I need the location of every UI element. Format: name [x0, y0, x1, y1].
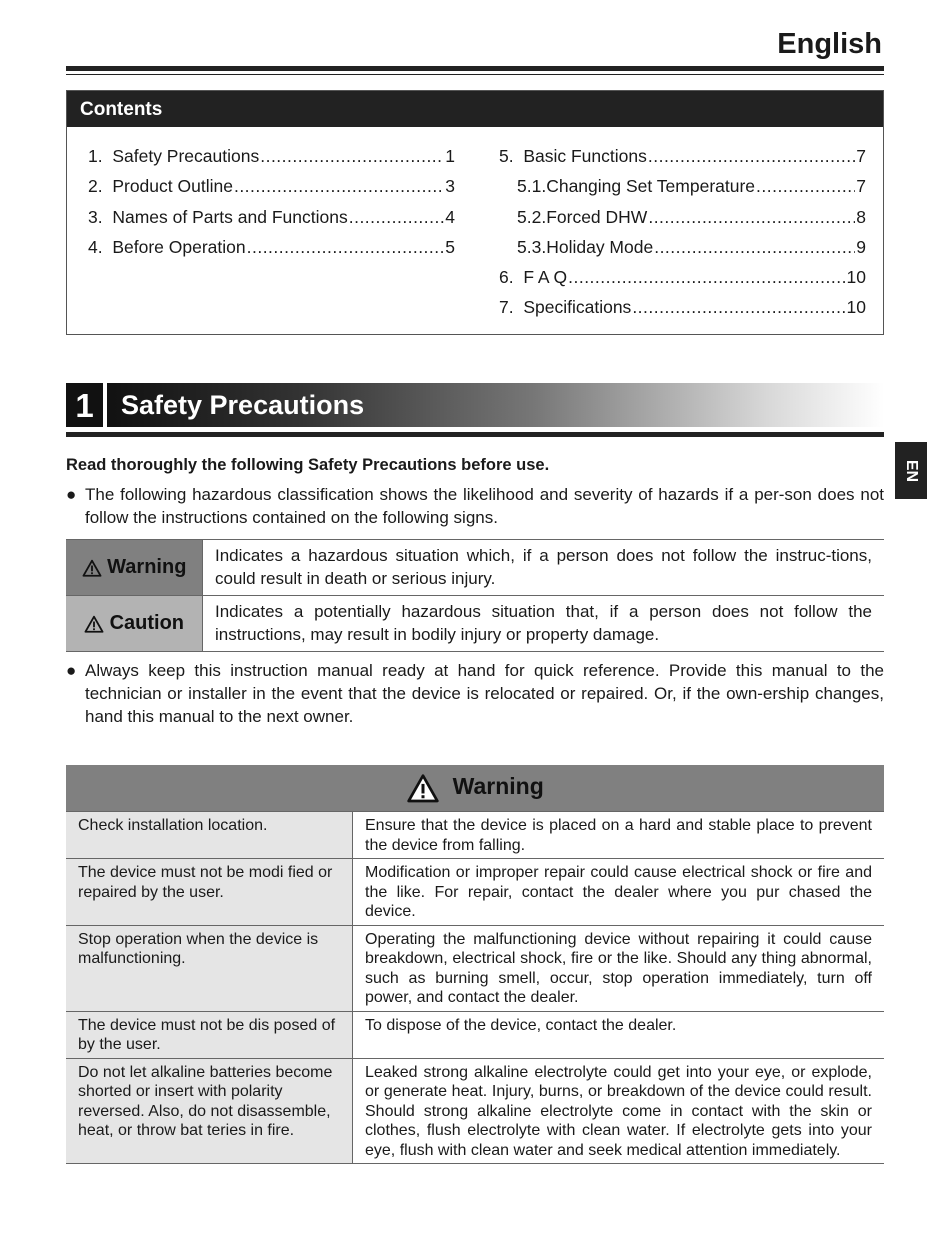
warning-explanation: Modification or improper repair could cause electrical shock or fire and the like. For repair, contact the dealer where you pur chased the device.: [353, 859, 885, 926]
classification-label: [66, 596, 203, 652]
bullet-icon: ●: [66, 485, 77, 504]
toc-item[interactable]: [88, 146, 455, 176]
classification-description: Indicates a potentially hazardous situation that, if a person does not follow the instructions, may result in bodily injury or property damage.: [203, 596, 885, 652]
toc-label: Product Outline: [112, 176, 233, 197]
toc-item[interactable]: [88, 237, 455, 267]
toc-item[interactable]: [88, 176, 455, 206]
toc-page: 8: [856, 206, 866, 227]
warning-item: The device must not be dis posed of by the user.: [66, 1011, 353, 1058]
toc-label: F A Q: [523, 267, 568, 288]
toc-subitem[interactable]: [499, 237, 866, 267]
caution-triangle-icon: [84, 615, 104, 633]
warning-table-header: [66, 765, 884, 812]
bullet-text: Always keep this instruction manual ready at hand for quick reference. Provide this manual to the technician or installer in the event that the device is relocated or repaired. Or, if the own-ership changes, hand this manual to the next owner.: [85, 661, 884, 726]
toc-page: 10: [846, 297, 866, 318]
toc-page: 7: [856, 176, 866, 197]
toc-number: 2.: [88, 176, 113, 197]
toc-number: 7.: [499, 297, 524, 318]
language-title: English: [777, 28, 882, 60]
toc-number: 5.3.: [517, 236, 547, 257]
toc-page: 7: [856, 146, 866, 166]
toc-left-column: [88, 146, 455, 267]
toc-right-column: [499, 146, 866, 328]
section-rule: [66, 432, 884, 437]
toc-page: 3: [445, 176, 455, 197]
toc-label: Changing Set Temperature: [546, 176, 756, 197]
toc-number: 5.: [499, 146, 524, 166]
warning-explanation: Ensure that the device is placed on a hard and stable place to prevent the device from falling.: [353, 812, 885, 859]
toc-number: 1.: [88, 146, 113, 166]
toc-subitem[interactable]: [499, 207, 866, 237]
warning-table: [66, 765, 884, 1164]
toc-leader: [648, 146, 855, 167]
toc-subitem[interactable]: [499, 176, 866, 206]
toc-number: 4.: [88, 236, 113, 257]
table-row: [66, 1058, 884, 1164]
warning-table-title-text: Warning: [452, 773, 544, 800]
warning-table-title: [66, 765, 884, 812]
toc-page: 5: [445, 236, 455, 257]
toc-item[interactable]: [499, 267, 866, 297]
hazard-classification-table: [66, 539, 884, 652]
language-side-tab[interactable]: [895, 442, 927, 499]
warning-triangle-icon: [82, 559, 102, 577]
classification-row-warning: [66, 540, 884, 596]
toc-number: 5.1.: [517, 176, 547, 197]
toc-leader: [632, 297, 845, 318]
table-row: [66, 925, 884, 1011]
contents-title: Contents: [67, 91, 883, 127]
toc-page: 9: [856, 236, 866, 257]
toc-label: Specifications: [523, 297, 632, 318]
toc-item[interactable]: [499, 146, 866, 176]
toc-leader: [247, 237, 445, 258]
toc-item[interactable]: [88, 207, 455, 237]
warning-explanation: To dispose of the device, contact the dealer.: [353, 1011, 885, 1058]
classification-description: Indicates a hazardous situation which, if a person does not follow the instruc-tions, could result in death or serious injury.: [203, 540, 885, 596]
warning-item: Stop operation when the device is malfunctioning.: [66, 925, 353, 1011]
warning-explanation: Leaked strong alkaline electrolyte could get into your eye, or explode, or generate heat. Injury, burns, or breakdown of the device could result. Should strong alkaline electrolyte come in contact with the skin or clothes, flush electrolyte with clean water. If electrolyte gets into your eye, flush with clean water and seek medical attention immediately.: [353, 1058, 885, 1164]
bullet-text: The following hazardous classification shows the likelihood and severity of hazards if a per-son does not follow the instructions contained on the following signs.: [85, 485, 884, 527]
contents-box: [66, 90, 884, 335]
warning-explanation: Operating the malfunctioning device without repairing it could cause breakdown, electrical shock, fire or the like. Should any thing abnormal, such as burning smell, occur, stop operation immediately, turn off power, and contact the dealer.: [353, 925, 885, 1011]
table-row: [66, 812, 884, 859]
intro-lead: Read thoroughly the following Safety Precautions before use.: [66, 456, 550, 474]
classification-label: [66, 540, 203, 596]
toc-number: 3.: [88, 206, 113, 227]
toc-label: Forced DHW: [546, 206, 648, 227]
toc-page: 1: [445, 146, 455, 166]
toc-leader: [568, 267, 845, 288]
section-number: 1: [66, 383, 103, 427]
toc-number: 5.2.: [517, 206, 547, 227]
warning-item: The device must not be modi fied or repaired by the user.: [66, 859, 353, 926]
toc-leader: [654, 237, 855, 258]
classification-label-text: Caution: [109, 612, 184, 634]
toc-page: 10: [846, 267, 866, 288]
warning-item: Do not let alkaline batteries become shorted or insert with polarity reversed. Also, do not disassemble, heat, or throw bat teries in fire.: [66, 1058, 353, 1164]
classification-row-caution: [66, 596, 884, 652]
section-banner: [66, 383, 884, 427]
table-row: [66, 1011, 884, 1058]
toc-leader: [234, 176, 444, 197]
toc-label: Before Operation: [112, 236, 246, 257]
toc-number: 6.: [499, 267, 524, 288]
table-row: [66, 859, 884, 926]
bullet-icon: ●: [66, 661, 77, 680]
toc-leader: [756, 176, 855, 197]
header-rule-thin: [66, 74, 884, 75]
toc-leader: [648, 207, 855, 228]
bullet-paragraph: [66, 483, 884, 529]
toc-leader: [260, 146, 444, 167]
warning-triangle-icon: [406, 773, 440, 803]
toc-label: Basic Functions: [523, 146, 647, 166]
toc-item[interactable]: [499, 297, 866, 327]
toc-label: Safety Precautions: [112, 146, 260, 166]
toc-label: Names of Parts and Functions: [112, 206, 348, 227]
section-title: Safety Precautions: [107, 383, 884, 427]
language-tab-label: EN: [903, 459, 920, 482]
warning-item: Check installation location.: [66, 812, 353, 859]
classification-label-text: Warning: [107, 556, 187, 578]
toc-label: Holiday Mode: [546, 236, 654, 257]
header-rule: [66, 66, 884, 71]
toc-page: 4: [445, 206, 455, 227]
bullet-paragraph: [66, 659, 884, 728]
toc-leader: [349, 207, 445, 228]
